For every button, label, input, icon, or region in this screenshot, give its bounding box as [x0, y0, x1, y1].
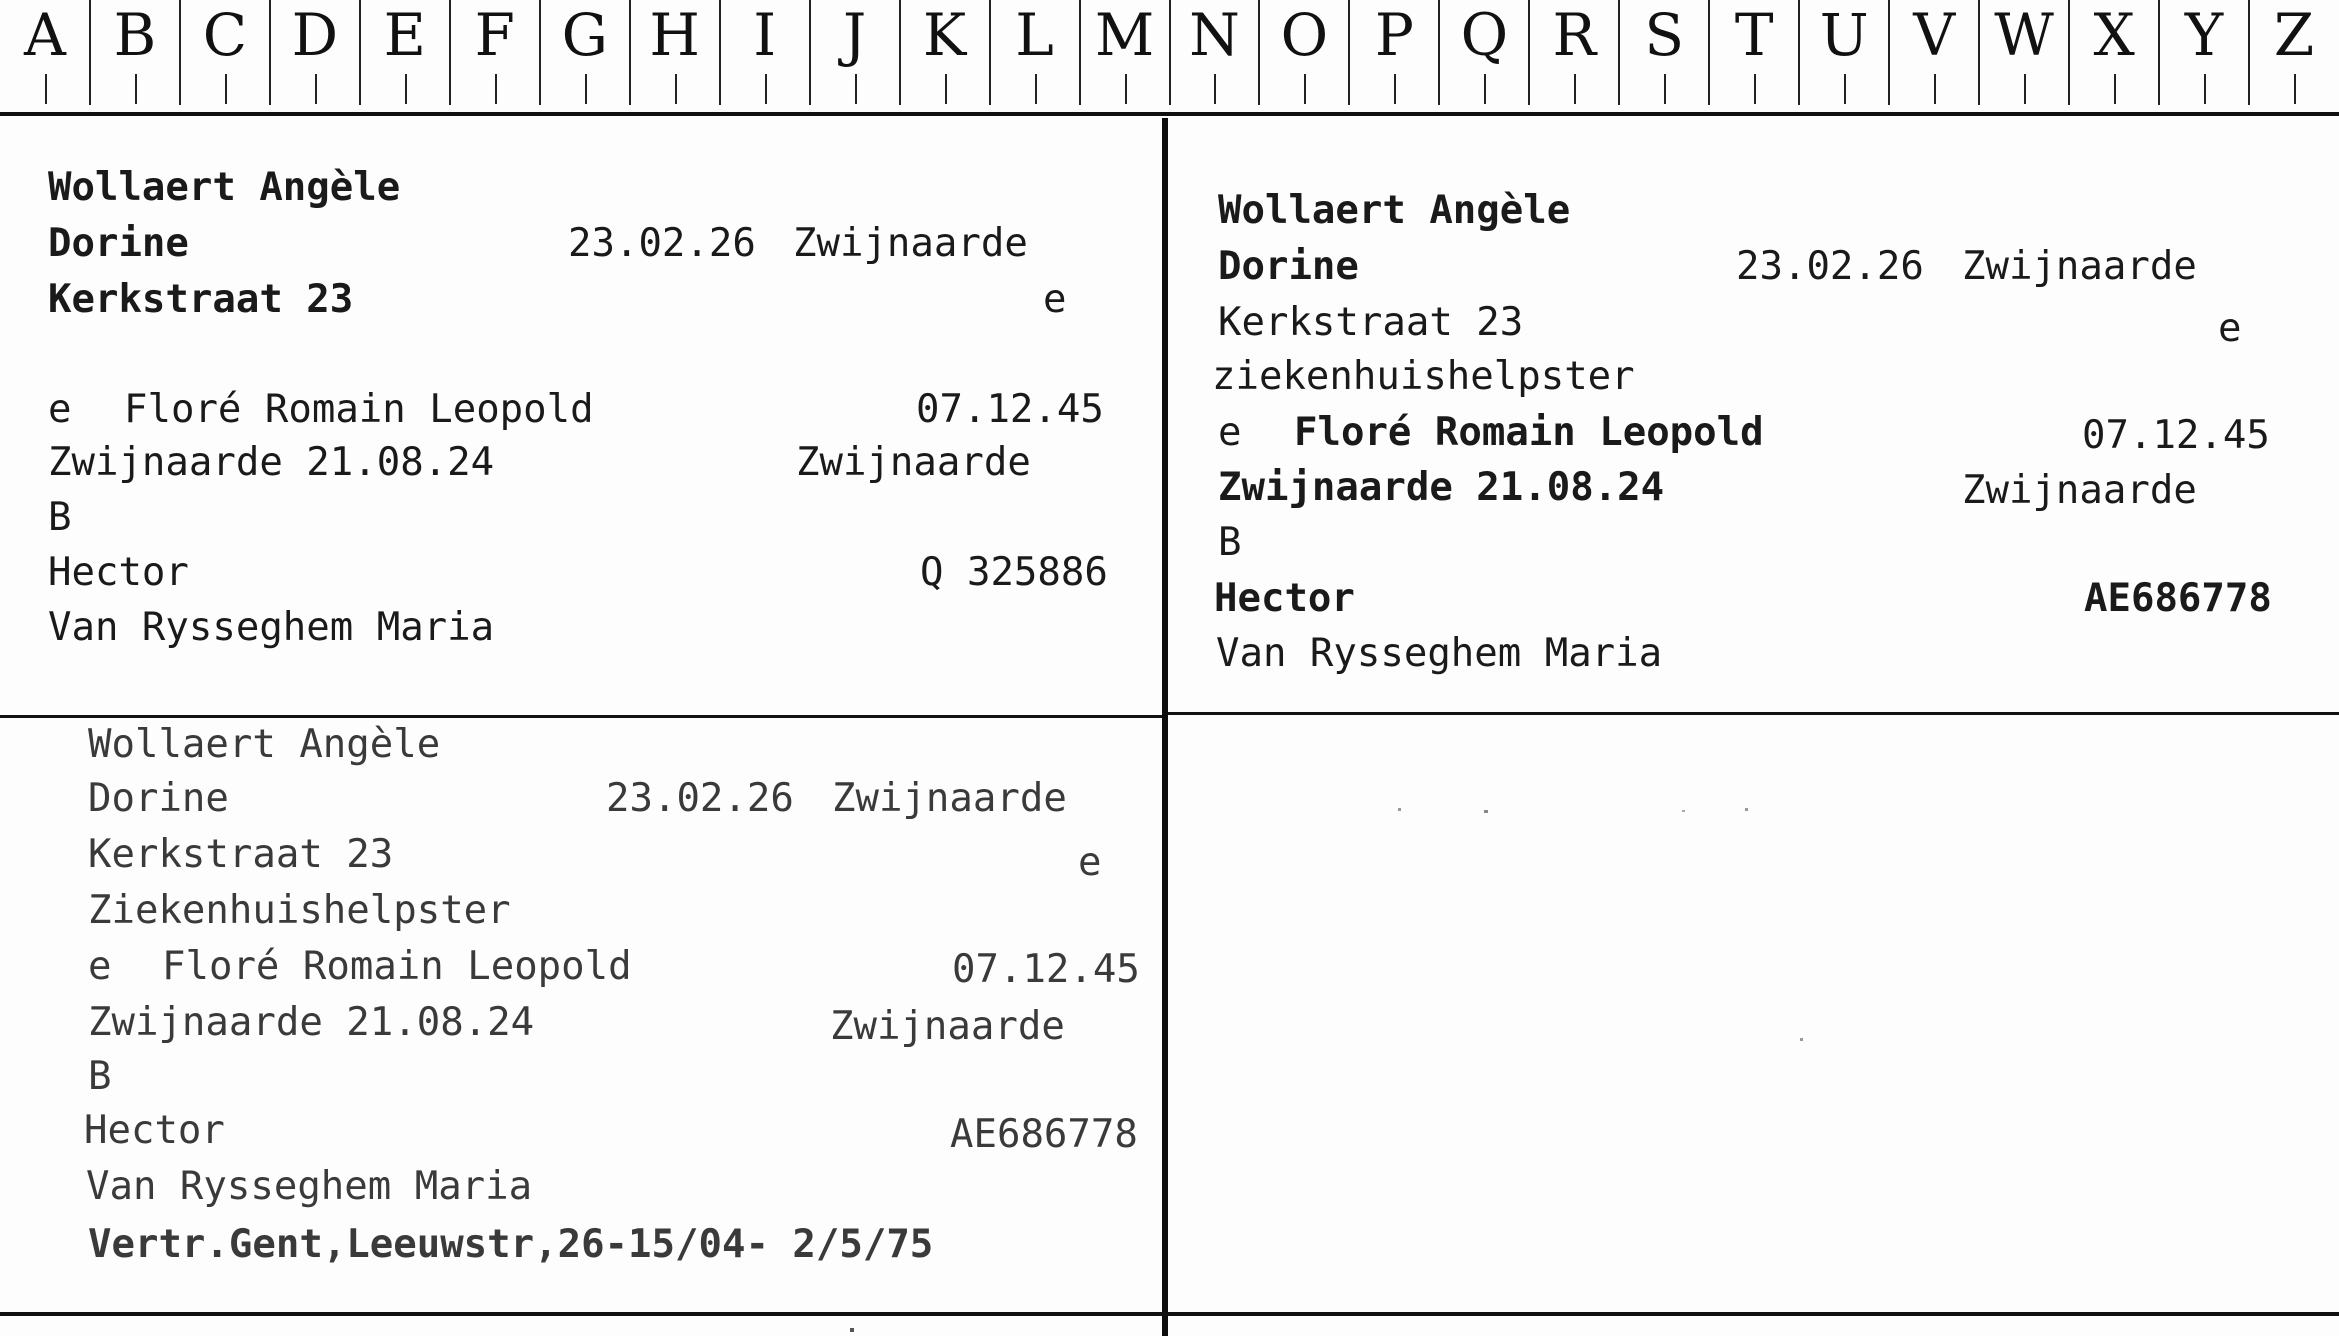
ruler-letter — [1709, 0, 1799, 105]
ruler-separator — [1618, 0, 1620, 105]
vertical-divider — [1162, 118, 1168, 1336]
ruler-separator — [719, 0, 721, 105]
card-birth-place: Zwijnaarde — [1962, 244, 2197, 289]
ruler-letter — [1259, 0, 1349, 105]
ruler-letter-text: P — [1374, 1, 1414, 69]
ruler-letter-text: K — [922, 1, 967, 69]
card-spouse-birth: Zwijnaarde 21.08.24 — [88, 1000, 535, 1045]
card-spouse-birth: Zwijnaarde 21.08.24 — [48, 440, 495, 485]
ruler-tick — [1125, 74, 1127, 104]
scan-speck — [1682, 810, 1685, 812]
card-spouse-prefix: e — [1218, 410, 1242, 455]
ruler-letter-text: S — [1644, 1, 1685, 69]
ruler-letter-text: W — [1994, 1, 2054, 69]
card-id-number: AE686778 — [2084, 576, 2272, 621]
ruler-separator — [1348, 0, 1350, 105]
ruler-separator — [2068, 0, 2070, 105]
ruler-letter-text: Y — [2184, 1, 2224, 69]
ruler-tick — [1754, 74, 1756, 104]
card-spouse-date: 07.12.45 — [916, 387, 1104, 432]
ruler-separator — [179, 0, 181, 105]
ruler-tick — [1484, 74, 1486, 104]
ruler-letter — [0, 0, 90, 105]
scan-speck — [1484, 810, 1488, 813]
ruler-letter — [1889, 0, 1979, 105]
ruler-tick — [1574, 74, 1576, 104]
ruler-letter — [1170, 0, 1260, 105]
ruler-letter — [540, 0, 630, 105]
ruler-letter-text: Z — [2273, 1, 2315, 69]
card-father: Hector — [84, 1108, 225, 1153]
ruler-separator — [1528, 0, 1530, 105]
card-birth-date: 23.02.26 — [606, 776, 794, 821]
ruler-tick — [225, 74, 227, 104]
card-second-name: Dorine — [88, 776, 229, 821]
ruler-tick — [765, 74, 767, 104]
ruler-letter-text: D — [291, 1, 339, 69]
ruler-tick — [1394, 74, 1396, 104]
ruler-separator — [2158, 0, 2160, 105]
ruler-tick — [315, 74, 317, 104]
ruler-tick — [675, 74, 677, 104]
card-address: Kerkstraat 23 — [88, 832, 394, 877]
ruler-letter-text: R — [1552, 1, 1597, 69]
ruler-tick — [1304, 74, 1306, 104]
ruler-letter-text: Q — [1460, 1, 1509, 69]
ruler-separator — [1798, 0, 1800, 105]
ruler-separator — [1438, 0, 1440, 105]
card-spouse-prefix: e — [88, 944, 112, 989]
card-address: Kerkstraat 23 — [1218, 300, 1524, 345]
card-mother: Van Rysseghem Maria — [48, 605, 495, 650]
scan-speck — [850, 1328, 854, 1332]
card-name: Wollaert Angèle — [1218, 188, 1571, 233]
ruler-letter — [2069, 0, 2159, 105]
ruler-tick — [1934, 74, 1936, 104]
horizontal-divider-right — [1168, 712, 2339, 715]
ruler-separator — [1978, 0, 1980, 105]
card-spouse-name: Floré Romain Leopold — [124, 387, 594, 432]
ruler-letter-text: J — [842, 1, 867, 69]
ruler-separator — [89, 0, 91, 105]
card-second-name: Dorine — [48, 221, 189, 266]
ruler-letter-text: M — [1094, 1, 1155, 69]
card-second-name: Dorine — [1218, 244, 1359, 289]
ruler-letter-text: A — [24, 1, 66, 69]
ruler-tick — [2204, 74, 2206, 104]
ruler-letter — [900, 0, 990, 105]
card-occupation: Ziekenhuishelpster — [88, 888, 511, 933]
ruler-letter — [1439, 0, 1529, 105]
ruler-tick — [495, 74, 497, 104]
ruler-letter-text: L — [1015, 1, 1054, 69]
ruler-separator — [1169, 0, 1171, 105]
ruler-tick — [2024, 74, 2026, 104]
card-birth-date: 23.02.26 — [568, 221, 756, 266]
ruler-letter — [810, 0, 900, 105]
card-occupation: ziekenhuishelpster — [1212, 354, 1635, 399]
card-mother: Van Rysseghem Maria — [86, 1164, 533, 1209]
scan-speck — [1745, 808, 1748, 811]
ruler-tick — [1844, 74, 1846, 104]
ruler-tick — [1664, 74, 1666, 104]
card-spouse-date: 07.12.45 — [952, 947, 1140, 992]
card-marital-mark: e — [1043, 277, 1067, 322]
ruler-separator — [539, 0, 541, 105]
ruler-tick — [585, 74, 587, 104]
alphabet-ruler — [0, 0, 2339, 118]
card-spouse-place: Zwijnaarde — [830, 1004, 1065, 1049]
card-code: B — [1218, 520, 1242, 565]
ruler-tick — [945, 74, 947, 104]
ruler-letter — [1979, 0, 2069, 105]
ruler-letter — [1080, 0, 1170, 105]
ruler-tick — [135, 74, 137, 104]
ruler-letter — [630, 0, 720, 105]
ruler-letter — [1529, 0, 1619, 105]
ruler-letter — [450, 0, 540, 105]
ruler-letter-text: U — [1819, 1, 1869, 69]
ruler-letter-text: O — [1280, 1, 1329, 69]
ruler-letter — [1349, 0, 1439, 105]
card-id-number: Q 325886 — [920, 550, 1108, 595]
ruler-letter — [1799, 0, 1889, 105]
card-spouse-name: Floré Romain Leopold — [1294, 410, 1764, 455]
ruler-separator — [1079, 0, 1081, 105]
scan-speck — [1398, 808, 1401, 811]
ruler-separator — [989, 0, 991, 105]
card-birth-date: 23.02.26 — [1736, 244, 1924, 289]
ruler-tick — [855, 74, 857, 104]
ruler-separator — [1708, 0, 1710, 105]
card-father: Hector — [48, 550, 189, 595]
ruler-separator — [2248, 0, 2250, 105]
scan-speck — [1800, 1038, 1803, 1041]
ruler-letter-text: T — [1734, 1, 1774, 69]
ruler-letter — [2159, 0, 2249, 105]
card-address: Kerkstraat 23 — [48, 277, 354, 322]
ruler-separator — [269, 0, 271, 105]
ruler-separator — [629, 0, 631, 105]
card-marital-mark: e — [2218, 306, 2242, 351]
ruler-tick — [45, 74, 47, 104]
ruler-letter-text: C — [202, 1, 248, 69]
ruler-tick — [1035, 74, 1037, 104]
card-marital-mark: e — [1078, 840, 1102, 885]
card-birth-place: Zwijnaarde — [832, 776, 1067, 821]
ruler-letter — [1619, 0, 1709, 105]
ruler-separator — [809, 0, 811, 105]
ruler-separator — [359, 0, 361, 105]
ruler-letter — [990, 0, 1080, 105]
ruler-letter-text: N — [1189, 1, 1240, 69]
card-father: Hector — [1214, 576, 1355, 621]
ruler-letter — [360, 0, 450, 105]
ruler-rule — [0, 112, 2339, 116]
ruler-letter-text: G — [561, 1, 608, 69]
card-birth-place: Zwijnaarde — [793, 221, 1028, 266]
card-spouse-birth: Zwijnaarde 21.08.24 — [1218, 465, 1665, 510]
ruler-letter-text: E — [383, 1, 426, 69]
horizontal-divider-left — [0, 715, 1162, 718]
ruler-tick — [2294, 74, 2296, 104]
card-spouse-place: Zwijnaarde — [796, 440, 1031, 485]
ruler-letter — [90, 0, 180, 105]
ruler-letter — [720, 0, 810, 105]
card-spouse-date: 07.12.45 — [2082, 413, 2270, 458]
ruler-tick — [1214, 74, 1216, 104]
card-mother: Van Rysseghem Maria — [1216, 631, 1663, 676]
ruler-letter-text: F — [474, 1, 515, 69]
ruler-letter-text: H — [649, 1, 700, 69]
ruler-separator — [1258, 0, 1260, 105]
ruler-separator — [449, 0, 451, 105]
ruler-letter — [2249, 0, 2339, 105]
card-name: Wollaert Angèle — [48, 165, 401, 210]
ruler-letter-text: B — [113, 1, 157, 69]
card-id-number: AE686778 — [950, 1112, 1138, 1157]
ruler-letter-text: X — [2093, 1, 2135, 69]
ruler-letter — [270, 0, 360, 105]
card-departure-note: Vertr.Gent,Leeuwstr,26-15/04- 2/5/75 — [88, 1222, 934, 1267]
ruler-separator — [899, 0, 901, 105]
card-name: Wollaert Angèle — [88, 722, 441, 767]
ruler-tick — [2114, 74, 2116, 104]
ruler-letter-text: V — [1913, 1, 1956, 69]
card-code: B — [48, 495, 72, 540]
card-spouse-name: Floré Romain Leopold — [162, 944, 632, 989]
card-spouse-prefix: e — [48, 387, 72, 432]
ruler-letter — [180, 0, 270, 105]
ruler-tick — [405, 74, 407, 104]
bottom-rule — [0, 1312, 2339, 1316]
card-spouse-place: Zwijnaarde — [1962, 468, 2197, 513]
ruler-letter-text: I — [753, 1, 777, 69]
ruler-separator — [1888, 0, 1890, 105]
card-code: B — [88, 1054, 112, 1099]
